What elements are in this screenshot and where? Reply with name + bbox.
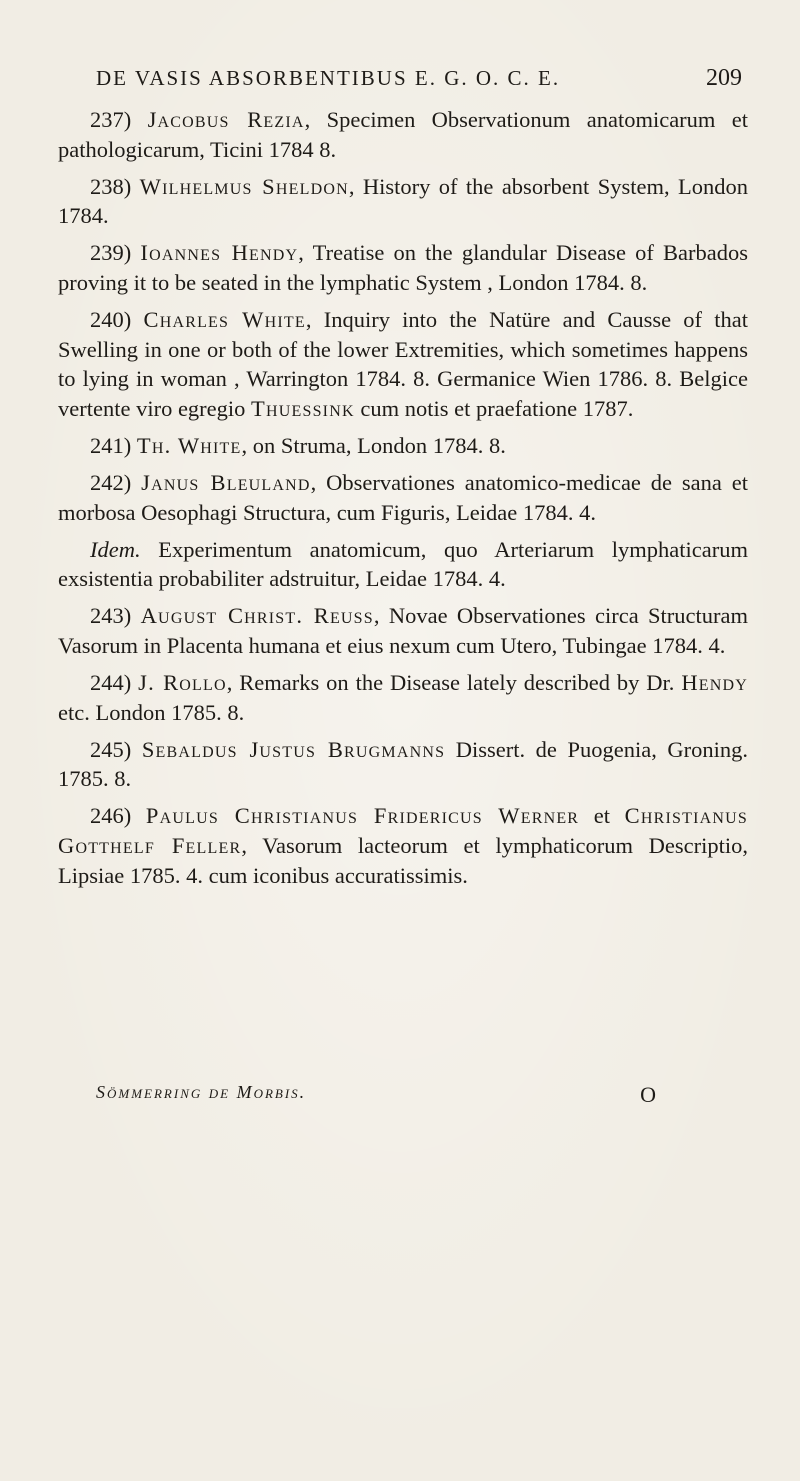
- entry-number: 240): [90, 307, 132, 333]
- entry-author: Ioannes Hendy: [140, 240, 299, 266]
- entry-text: , Remarks on the Disease lately described by Dr.: [226, 670, 682, 696]
- entry-author: Charles White: [143, 307, 306, 333]
- entry-text: , Novae Observationes circa Structuram Vasorum in Placenta humana et eius nexum cum Utero, Tubingae 1784. 4.: [58, 603, 749, 658]
- bibliography-list: [58, 105, 748, 898]
- printer-signature: Sömmerring de Morbis.: [96, 1082, 307, 1102]
- entry-number: 238): [90, 173, 132, 199]
- bibliography-entry-241: [58, 431, 748, 461]
- entry-author: Jacobus Rezia: [147, 107, 305, 132]
- entry-referenced-author: Hendy: [681, 670, 748, 696]
- entry-number: 242): [90, 470, 132, 496]
- bibliography-entry-240: [58, 305, 748, 423]
- entry-text: et: [579, 803, 625, 829]
- entry-number: 241): [90, 432, 132, 458]
- entry-text: , Treatise on the glandular Disease of Barbados proving it to be seated in the lymphatic System , London 1784. 8.: [58, 240, 748, 295]
- entry-number: 245): [90, 736, 132, 762]
- entry-author: Wilhelmus Sheldon: [139, 173, 349, 199]
- entry-idem: Idem.: [90, 536, 141, 562]
- bibliography-entry-242-idem: [58, 535, 748, 594]
- entry-author: August Christ. Reuss: [140, 603, 374, 629]
- entry-author: J. Rollo: [138, 670, 227, 696]
- entry-text-continued: , Vasorum lacteorum et lymphaticorum Descriptio, Lipsiae 1785. 4. cum iconibus accuratissimis.: [58, 833, 748, 888]
- entry-text-continued: etc. London 1785. 8.: [58, 699, 245, 725]
- entry-translator: Thuessink: [251, 395, 355, 421]
- entry-number: 246): [90, 803, 132, 829]
- entry-text: , on Struma, London 1784. 8.: [241, 432, 506, 458]
- entry-text: Dissert. de Puogenia, Groning. 1785. 8.: [58, 736, 748, 792]
- running-title: DE VASIS ABSORBENTIBUS E. G. O. C. E.: [96, 65, 561, 90]
- bibliography-entry-239: [58, 238, 748, 297]
- bibliography-entry-238: [58, 172, 748, 231]
- entry-text: , Inquiry into the Natüre and Causse of that Swelling in one or both of the lower Extremities, which sometimes happens to lying in woman , Warrington 1784. 8. Germanice Wien 1786. 8. Belgice vertente viro egregio: [58, 307, 749, 421]
- entry-number: 237): [90, 107, 132, 132]
- entry-text: Experimentum anatomicum, quo Arteriarum lymphaticarum exsistentia probabiliter adstruitur, Leidae 1784. 4.: [58, 536, 748, 592]
- entry-number: 244): [90, 670, 132, 696]
- entry-text: , History of the absorbent System, London 1784.: [58, 173, 748, 229]
- entry-text: , Observationes anatomico-medicae de sana et morbosa Oesophagi Structura, cum Figuris, Leidae 1784. 4.: [58, 470, 748, 525]
- signature-mark: O: [640, 1082, 656, 1107]
- entry-text: , Specimen Observationum anatomicarum et pathologicarum, Ticini 1784 8.: [58, 107, 749, 162]
- entry-text-continued: cum notis et praefatione 1787.: [354, 395, 634, 421]
- page-number: 209: [706, 64, 742, 91]
- bibliography-entry-243: [58, 601, 748, 660]
- page-footer: [96, 1082, 656, 1108]
- entry-number: 243): [90, 603, 132, 629]
- entry-number: 239): [90, 240, 132, 266]
- bibliography-entry-244: [58, 668, 748, 727]
- entry-coauthor: Christianus Gotthelf Feller: [58, 803, 748, 859]
- bibliography-entry-242: [58, 468, 748, 527]
- entry-author: Paulus Christianus Fridericus Werner: [145, 803, 580, 829]
- entry-author: Janus Bleuland: [141, 470, 311, 496]
- running-head: [96, 58, 742, 98]
- entry-author: Sebaldus Justus Brugmanns: [141, 736, 446, 762]
- bibliography-entry-245: [58, 735, 748, 794]
- bibliography-entry-246: [58, 801, 748, 890]
- entry-author: Th. White: [136, 432, 242, 458]
- bibliography-entry-237: [58, 105, 748, 164]
